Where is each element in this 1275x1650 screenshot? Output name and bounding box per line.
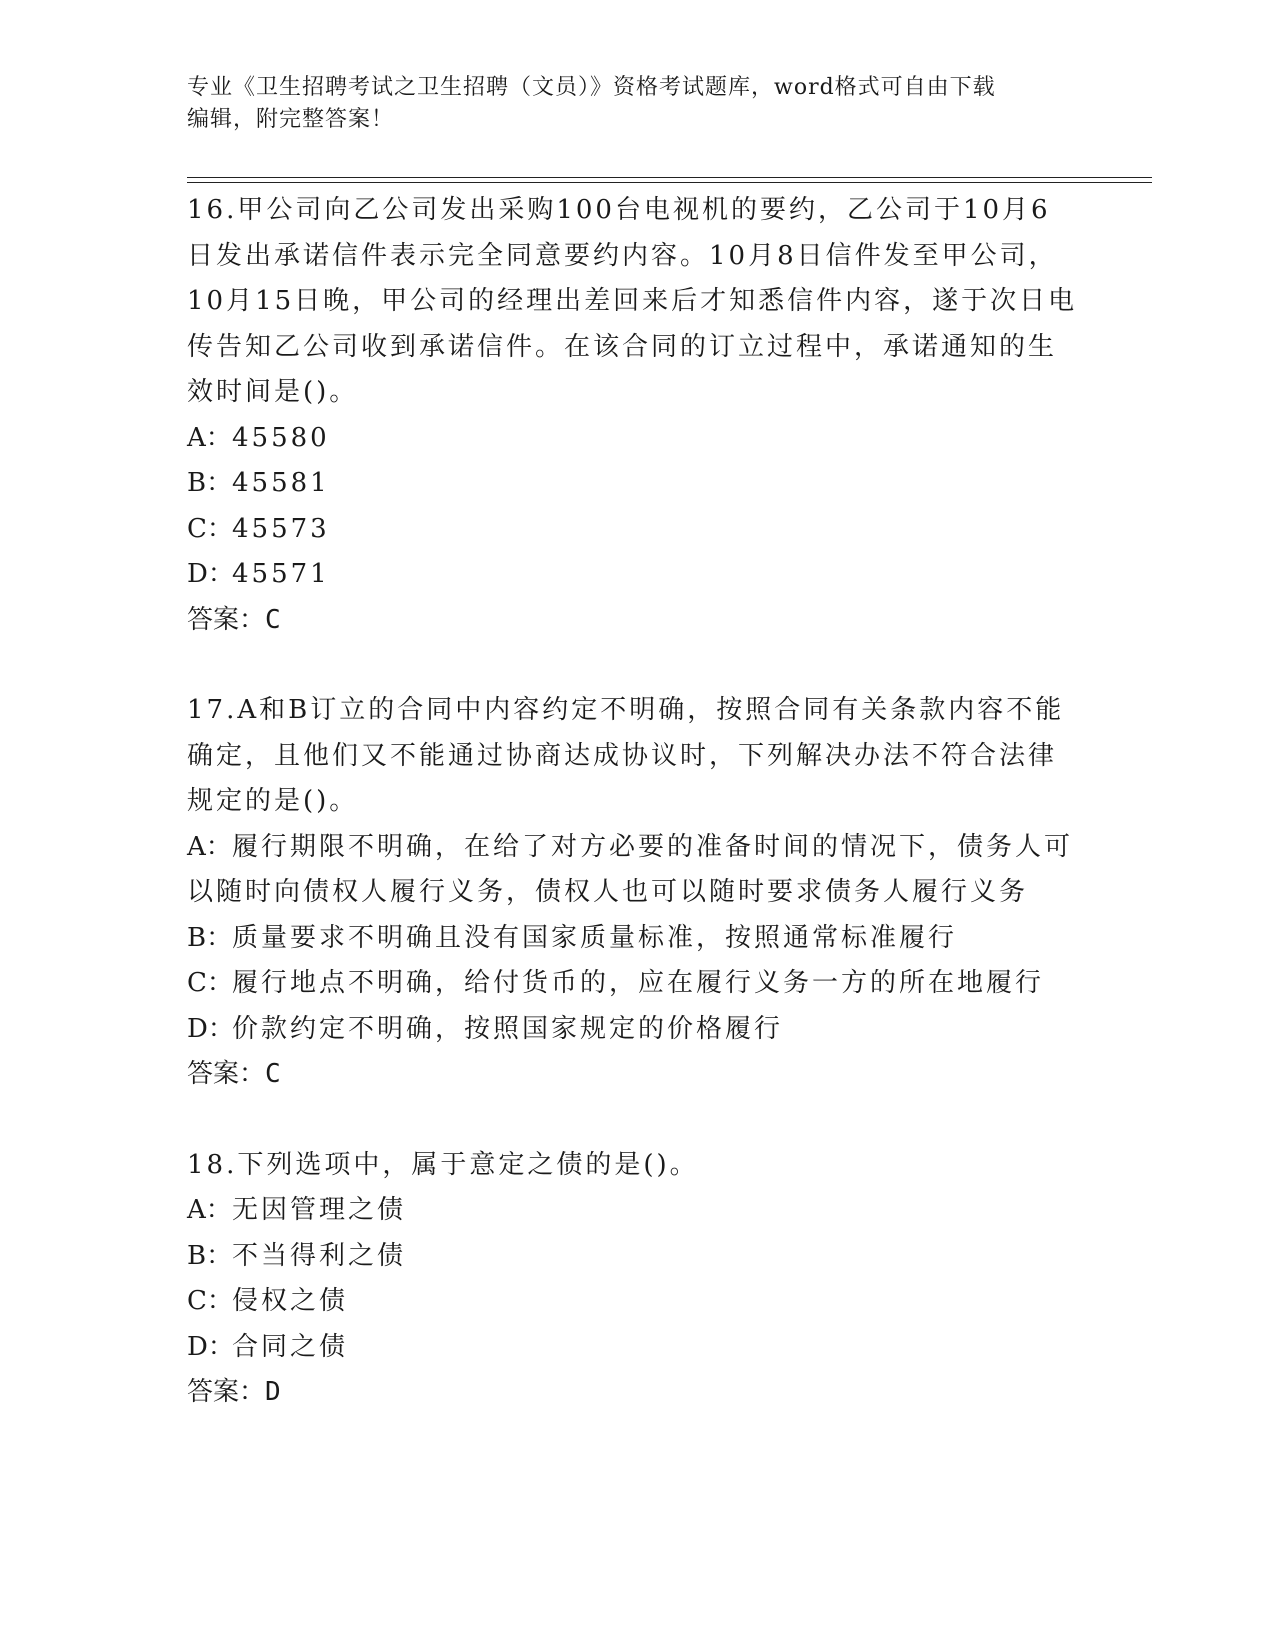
option-letter: B：	[187, 1240, 233, 1271]
option-text: 价款约定不明确，按照国家规定的价格履行	[232, 1013, 784, 1044]
option-letter: C：	[187, 513, 233, 544]
option-b	[187, 916, 1087, 962]
option-d	[187, 552, 1087, 598]
option-d	[187, 1007, 1087, 1053]
question-stem-line: 传告知乙公司收到承诺信件。在该合同的订立过程中，承诺通知的生	[187, 331, 1058, 362]
option-text: 45581	[232, 468, 330, 498]
answer-value: C	[265, 604, 281, 635]
option-text: 履行地点不明确，给付货币的，应在履行义务一方的所在地履行	[232, 968, 1045, 998]
option-text: 45571	[232, 559, 330, 589]
answer-label: 答案：	[187, 604, 266, 635]
question-list	[187, 188, 1087, 1416]
answer-label: 答案：	[187, 1059, 266, 1089]
option-letter: D：	[187, 1013, 234, 1044]
header-divider-bottom	[187, 182, 1152, 183]
header-divider-top	[187, 177, 1152, 178]
option-a	[187, 416, 1087, 462]
question-17	[187, 688, 1087, 1098]
option-text: 无因管理之债	[232, 1195, 407, 1225]
option-letter: B：	[187, 922, 233, 953]
question-18	[187, 1143, 1087, 1416]
spacer	[187, 643, 1087, 688]
option-letter: C：	[187, 968, 233, 998]
answer-line	[187, 598, 1087, 644]
question-stem-line: 17.A和B订立的合同中内容约定不明确，按照合同有关条款内容不能	[187, 695, 1065, 725]
option-letter: A：	[187, 1195, 232, 1225]
option-text: 45573	[232, 513, 330, 544]
option-d	[187, 1325, 1087, 1371]
question-stem-line: 规定的是()。	[187, 786, 359, 816]
option-a-continuation: 以随时向债权人履行义务，债权人也可以随时要求债务人履行义务	[187, 877, 1029, 907]
header-line-1: 专业《卫生招聘考试之卫生招聘（文员）》资格考试题库，word格式可自由下载	[187, 75, 996, 100]
option-c	[187, 961, 1087, 1007]
answer-label: 答案：	[187, 1377, 266, 1407]
header-line-2: 编辑，附完整答案！	[187, 107, 395, 132]
option-text: 质量要求不明确且没有国家质量标准，按照通常标准履行	[232, 922, 958, 953]
option-text: 履行期限不明确，在给了对方必要的准备时间的情况下，债务人可	[232, 831, 1074, 862]
option-c	[187, 1279, 1087, 1325]
option-b	[187, 461, 1087, 507]
option-letter: D：	[187, 559, 234, 589]
option-text: 45580	[232, 422, 330, 453]
answer-line	[187, 1370, 1087, 1416]
document-header	[187, 72, 1087, 136]
question-stem-line: 16.甲公司向乙公司发出采购100台电视机的要约，乙公司于10月6	[187, 195, 1051, 225]
question-stem-line: 10月15日晚，甲公司的经理出差回来后才知悉信件内容，遂于次日电	[187, 286, 1078, 316]
option-letter: A：	[187, 831, 232, 862]
answer-line	[187, 1052, 1087, 1098]
option-a	[187, 1188, 1087, 1234]
question-stem-line: 确定，且他们又不能通过协商达成协议时，下列解决办法不符合法律	[187, 740, 1058, 771]
question-16	[187, 188, 1087, 643]
option-text: 合同之债	[232, 1331, 349, 1362]
option-b	[187, 1234, 1087, 1280]
option-letter: A：	[187, 422, 232, 453]
question-stem-line: 效时间是()。	[187, 377, 359, 407]
option-letter: B：	[187, 468, 233, 498]
option-text: 侵权之债	[232, 1286, 349, 1316]
option-c	[187, 507, 1087, 553]
answer-value: D	[265, 1377, 281, 1407]
option-a	[187, 825, 1087, 871]
option-text: 不当得利之债	[232, 1240, 407, 1271]
answer-value: C	[265, 1059, 281, 1089]
spacer	[187, 1098, 1087, 1143]
question-stem-line: 18.下列选项中，属于意定之债的是()。	[187, 1149, 699, 1180]
question-stem-line: 日发出承诺信件表示完全同意要约内容。10月8日信件发至甲公司，	[187, 240, 1058, 271]
option-letter: C：	[187, 1286, 233, 1316]
option-letter: D：	[187, 1331, 234, 1362]
